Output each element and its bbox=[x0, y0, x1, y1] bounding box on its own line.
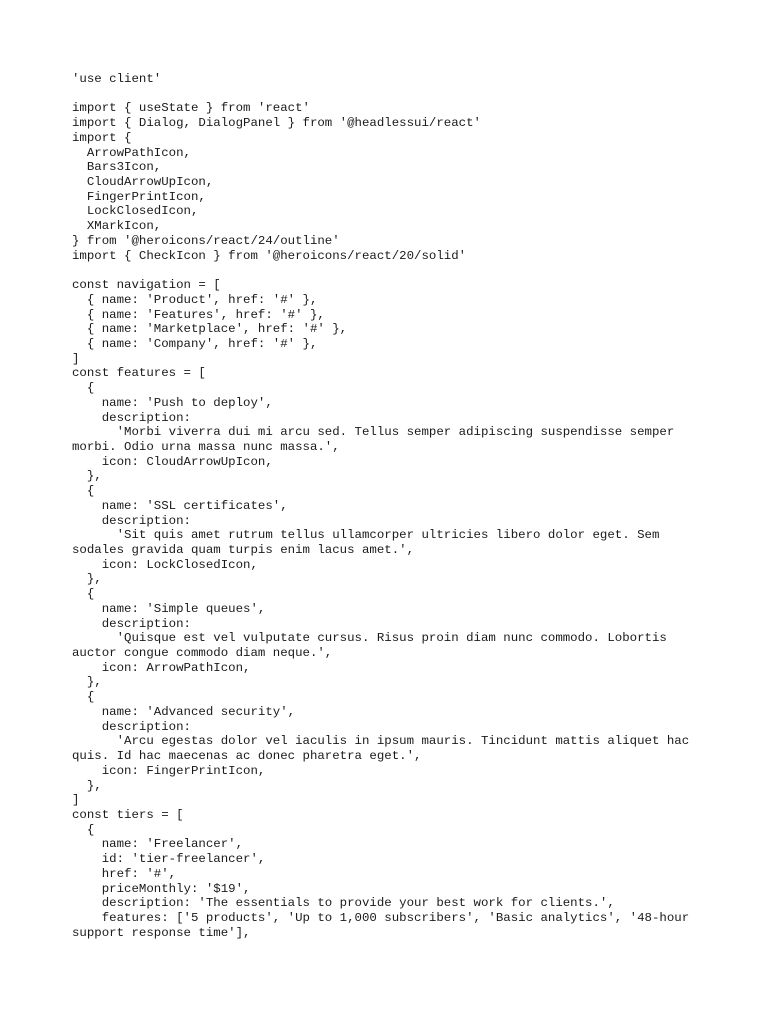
code-line: name: 'Advanced security', bbox=[72, 704, 296, 719]
code-line: { name: 'Company', href: '#' }, bbox=[72, 336, 318, 351]
code-line: support response time'], bbox=[72, 925, 251, 940]
code-line: href: '#', bbox=[72, 866, 177, 881]
code-line: ] bbox=[72, 793, 80, 808]
code-listing bbox=[72, 72, 712, 940]
code-line: }, bbox=[72, 778, 102, 793]
code-line: import { bbox=[72, 130, 132, 145]
code-line: 'Morbi viverra dui mi arcu sed. Tellus semper adipiscing suspendisse semper bbox=[72, 425, 675, 440]
code-line: description: bbox=[72, 616, 191, 631]
code-line: import { Dialog, DialogPanel } from '@headlessui/react' bbox=[72, 116, 481, 131]
code-line: name: 'SSL certificates', bbox=[72, 498, 288, 513]
code-line: priceMonthly: '$19', bbox=[72, 881, 251, 896]
code-line: description: bbox=[72, 410, 191, 425]
code-line: features: ['5 products', 'Up to 1,000 subscribers', 'Basic analytics', '48-hour bbox=[72, 910, 690, 925]
code-line: name: 'Push to deploy', bbox=[72, 395, 273, 410]
code-line: sodales gravida quam turpis enim lacus amet.', bbox=[72, 543, 415, 557]
code-line: XMarkIcon, bbox=[72, 219, 162, 234]
code-line: const navigation = [ bbox=[72, 278, 221, 293]
code-line: description: 'The essentials to provide your best work for clients.', bbox=[72, 896, 615, 911]
code-line: icon: LockClosedIcon, bbox=[72, 557, 258, 572]
code-line: id: 'tier-freelancer', bbox=[72, 852, 266, 867]
code-line bbox=[72, 87, 712, 102]
code-line: quis. Id hac maecenas ac donec pharetra eget.', bbox=[72, 749, 422, 764]
code-line: const features = [ bbox=[72, 366, 206, 381]
code-line: } from '@heroicons/react/24/outline' bbox=[72, 233, 340, 248]
code-line: const tiers = [ bbox=[72, 807, 184, 822]
code-line: { name: 'Product', href: '#' }, bbox=[72, 292, 318, 307]
code-line: { name: 'Marketplace', href: '#' }, bbox=[72, 322, 348, 337]
code-line: name: 'Simple queues', bbox=[72, 601, 266, 616]
code-line: 'Sit quis amet rutrum tellus ullamcorper ultricies libero dolor eget. Sem bbox=[72, 528, 660, 543]
code-line: { bbox=[72, 690, 95, 705]
code-line: morbi. Odio urna massa nunc massa.', bbox=[72, 439, 340, 454]
code-line: ] bbox=[72, 351, 80, 366]
code-line bbox=[72, 263, 712, 278]
code-line: name: 'Freelancer', bbox=[72, 837, 244, 852]
code-line: import { useState } from 'react' bbox=[72, 101, 310, 116]
code-line: icon: ArrowPathIcon, bbox=[72, 660, 251, 675]
code-line: auctor congue commodo diam neque.', bbox=[72, 646, 333, 661]
code-line: 'Quisque est vel vulputate cursus. Risus proin diam nunc commodo. Lobortis bbox=[72, 631, 667, 646]
code-line: CloudArrowUpIcon, bbox=[72, 175, 214, 190]
code-line: icon: CloudArrowUpIcon, bbox=[72, 454, 273, 469]
code-line: { name: 'Features', href: '#' }, bbox=[72, 307, 325, 322]
code-line: Bars3Icon, bbox=[72, 160, 162, 175]
code-line: 'use client' bbox=[72, 72, 162, 86]
code-line: description: bbox=[72, 513, 191, 528]
code-line: ArrowPathIcon, bbox=[72, 145, 191, 160]
code-line: }, bbox=[72, 469, 102, 484]
code-line: 'Arcu egestas dolor vel iaculis in ipsum mauris. Tincidunt mattis aliquet hac bbox=[72, 734, 690, 749]
code-line: { bbox=[72, 822, 95, 837]
code-line: }, bbox=[72, 675, 102, 690]
code-line: description: bbox=[72, 719, 191, 734]
code-line: icon: FingerPrintIcon, bbox=[72, 763, 266, 778]
code-line: { bbox=[72, 381, 95, 396]
code-line: }, bbox=[72, 572, 102, 587]
code-line: LockClosedIcon, bbox=[72, 204, 199, 219]
code-line: { bbox=[72, 587, 95, 602]
code-line: import { CheckIcon } from '@heroicons/react/20/solid' bbox=[72, 248, 467, 263]
code-line: { bbox=[72, 484, 95, 499]
code-line: FingerPrintIcon, bbox=[72, 189, 206, 204]
